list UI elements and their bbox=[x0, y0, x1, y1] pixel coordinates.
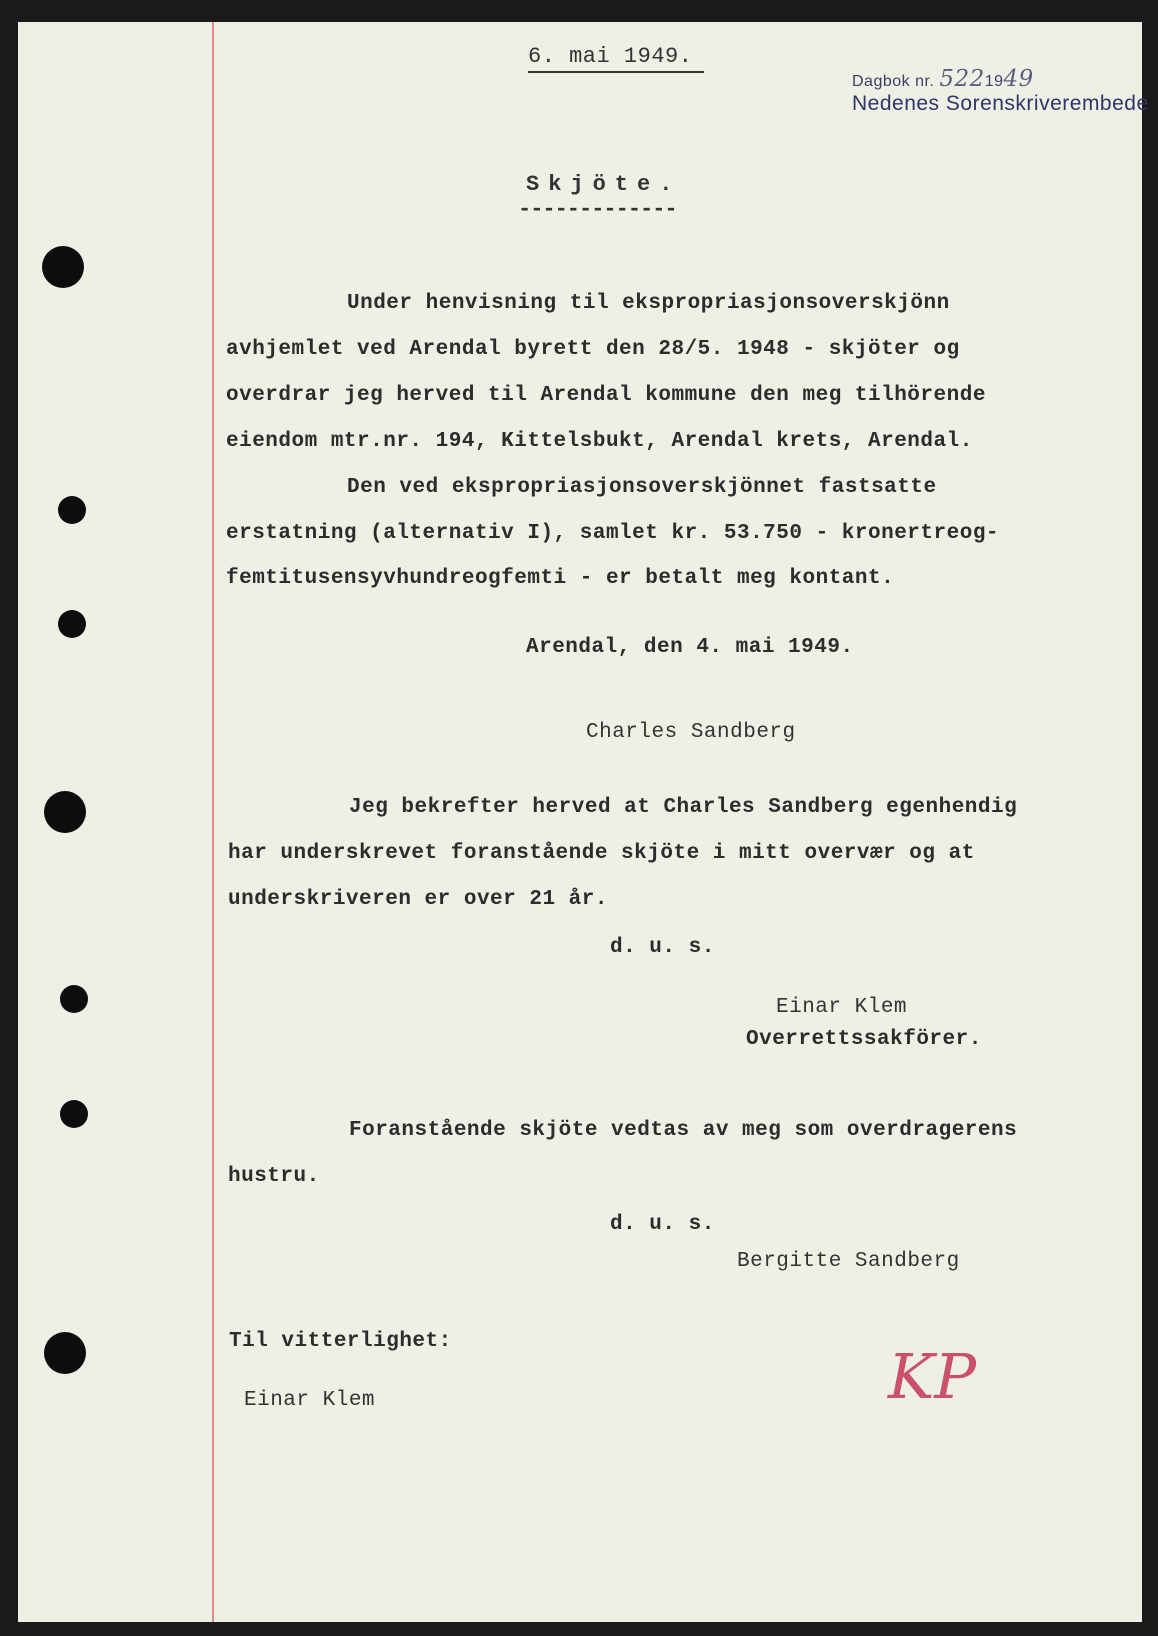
office-stamp: Nedenes Sorenskriverembede bbox=[852, 92, 1149, 115]
paragraph-line: Under henvisning til ekspropriasjonsoverskjönn bbox=[347, 292, 950, 315]
paragraph-line: erstatning (alternativ I), samlet kr. 53.750 - kronertreog- bbox=[226, 522, 1000, 545]
paragraph-line: Jeg bekrefter herved at Charles Sandberg egenhendig bbox=[349, 796, 1018, 819]
punch-hole bbox=[42, 246, 84, 288]
paragraph-line: underskriveren er over 21 år. bbox=[228, 888, 608, 911]
signature-wife: Bergitte Sandberg bbox=[737, 1250, 960, 1273]
punch-hole bbox=[58, 610, 86, 638]
paragraph-line: Den ved ekspropriasjonsoverskjönnet fastsatte bbox=[347, 476, 937, 499]
attestation-label: Til vitterlighet: bbox=[229, 1330, 452, 1353]
journal-stamp-label: Dagbok nr. bbox=[852, 73, 935, 90]
journal-stamp bbox=[852, 66, 1034, 92]
journal-year-printed: 19 bbox=[984, 73, 1004, 90]
paragraph-line: eiendom mtr.nr. 194, Kittelsbukt, Arendal krets, Arendal. bbox=[226, 430, 973, 453]
paragraph-line: avhjemlet ved Arendal byrett den 28/5. 1948 - skjöter og bbox=[226, 338, 960, 361]
signature-seller: Charles Sandberg bbox=[586, 721, 796, 744]
paragraph-line: femtitusensyvhundreogfemti - er betalt meg kontant. bbox=[226, 567, 895, 590]
margin-line bbox=[212, 22, 214, 1622]
punch-hole bbox=[44, 1332, 86, 1374]
paragraph-line: har underskrevet foranstående skjöte i mitt overvær og at bbox=[228, 842, 975, 865]
paragraph-line: Foranstående skjöte vedtas av meg som overdragerens bbox=[349, 1119, 1018, 1142]
handwritten-initials: KP bbox=[888, 1340, 977, 1413]
journal-year-hand: 49 bbox=[1003, 66, 1034, 92]
document-title: Skjöte. bbox=[526, 172, 682, 197]
attestation-name: Einar Klem bbox=[244, 1389, 376, 1412]
punch-hole bbox=[58, 496, 86, 524]
punch-hole bbox=[44, 791, 86, 833]
witness-name: Einar Klem bbox=[776, 996, 908, 1019]
place-date: Arendal, den 4. mai 1949. bbox=[526, 636, 854, 659]
journal-number: 522 bbox=[939, 66, 985, 92]
witness-title: Overrettssakförer. bbox=[746, 1028, 982, 1051]
paragraph-line: hustru. bbox=[228, 1165, 320, 1188]
document-date: 6. mai 1949. bbox=[528, 44, 704, 73]
title-underline: ------------- bbox=[518, 197, 677, 222]
dus-mark: d. u. s. bbox=[610, 936, 715, 959]
punch-hole bbox=[60, 985, 88, 1013]
punch-hole bbox=[60, 1100, 88, 1128]
paragraph-line: overdrar jeg herved til Arendal kommune den meg tilhörende bbox=[226, 384, 986, 407]
dus-mark: d. u. s. bbox=[610, 1213, 715, 1236]
